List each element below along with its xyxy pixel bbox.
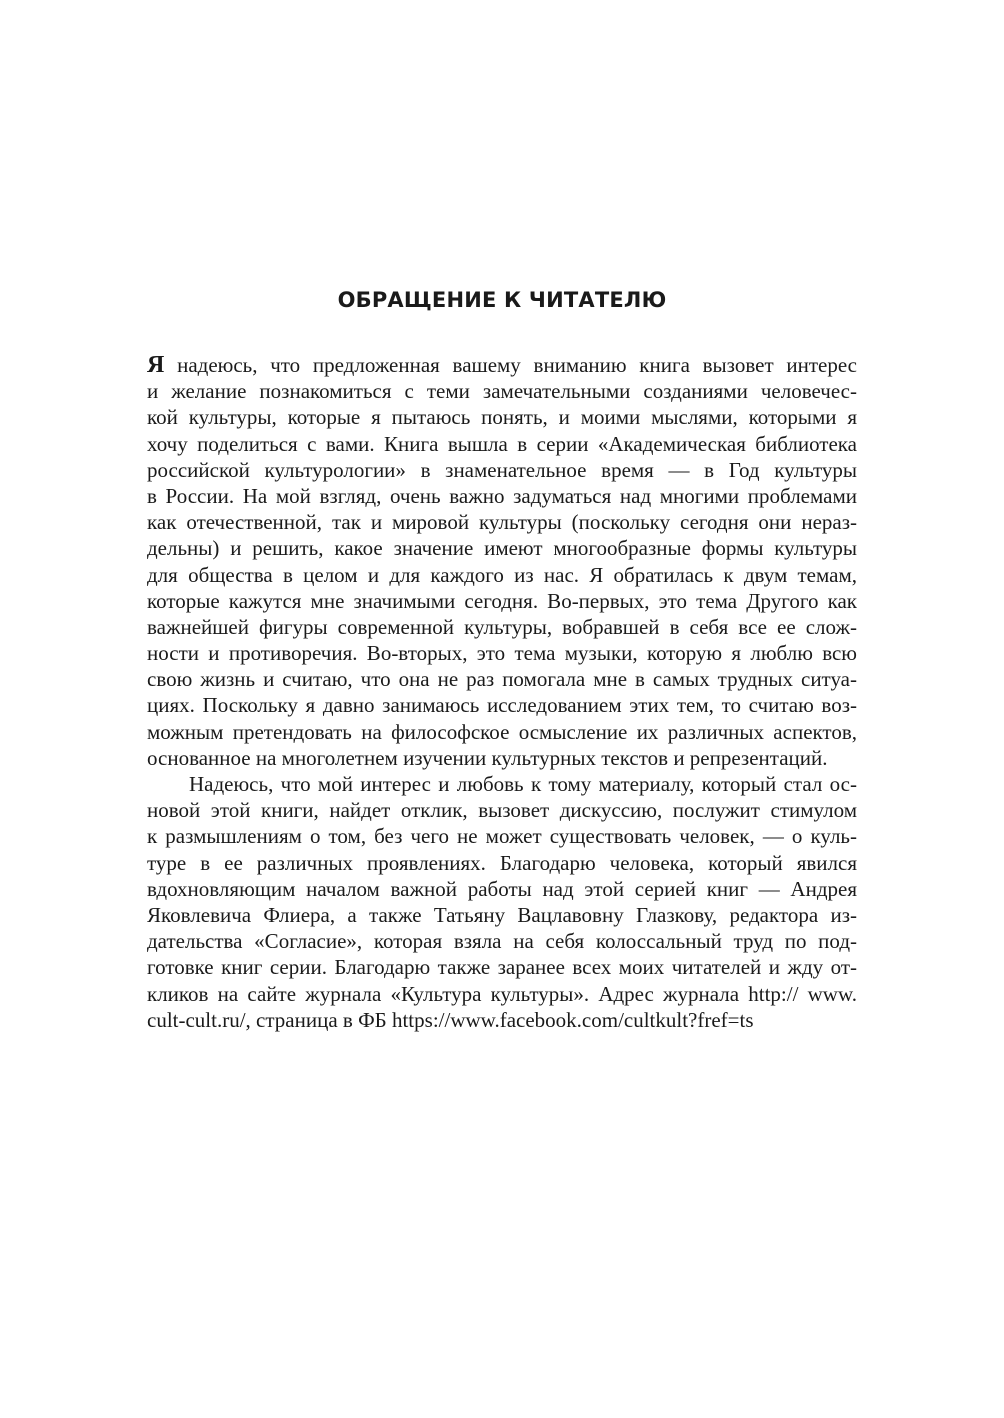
text-line: дельны) и решить, какое значение имеют многообразные формы культуры bbox=[147, 536, 857, 561]
text-line: кой культуры, которые я пытаюсь понять, и моими мыслями, которыми я bbox=[147, 405, 857, 430]
text-line: ности и противоречия. Во-вторых, это тема музыки, которую я люблю всю bbox=[147, 641, 857, 666]
text-line: дательства «Согласие», которая взяла на себя колоссальный труд по под- bbox=[147, 929, 857, 954]
initial-letter: Я bbox=[147, 352, 165, 378]
text-line: новой этой книги, найдет отклик, вызовет дискуссию, послужит стимулом bbox=[147, 798, 857, 823]
text-line: cult-cult.ru/, страница в ФБ https://www.facebook.com/cultkult?fref=ts bbox=[147, 1007, 754, 1032]
text-line: свою жизнь и считаю, что она не раз помогала мне в самых трудных ситуа- bbox=[147, 667, 857, 692]
first-line-text: надеюсь, что предложенная вашему вниманию книга вызовет интерес bbox=[164, 353, 857, 377]
text-line: туре в ее различных проявлениях. Благодарю человека, который явился bbox=[147, 850, 857, 875]
text-line: можным претендовать на философское осмысление их различных аспектов, bbox=[147, 719, 857, 744]
page-heading: ОБРАЩЕНИЕ К ЧИТАТЕЛЮ bbox=[337, 288, 667, 312]
paragraph-1 bbox=[147, 352, 857, 771]
text-line: как отечественной, так и мировой культуры (поскольку сегодня они нераз- bbox=[147, 510, 857, 535]
body-text bbox=[147, 352, 857, 1033]
text-line: хочу поделиться с вами. Книга вышла в серии «Академическая библиотека bbox=[147, 431, 857, 456]
text-line: вдохновляющим началом важной работы над этой серией книг — Андрея bbox=[147, 876, 857, 901]
text-line: к размышлениям о том, без чего не может существовать человек, — о куль- bbox=[147, 824, 857, 849]
text-line: Надеюсь, что мой интерес и любовь к тому материалу, который стал ос- bbox=[189, 772, 857, 796]
text-line: циях. Поскольку я давно занимаюсь исследованием этих тем, то считаю воз- bbox=[147, 693, 857, 718]
text-line: в России. На мой взгляд, очень важно задуматься над многими проблемами bbox=[147, 483, 857, 508]
text-line: основанное на многолетнем изучении культурных текстов и репрезентаций. bbox=[147, 745, 828, 770]
text-line: российской культурологии» в знаменательное время — в Год культуры bbox=[147, 457, 857, 482]
text-line: кликов на сайте журнала «Культура культуры». Адрес журнала http:// www. bbox=[147, 981, 857, 1006]
paragraph-2 bbox=[147, 771, 857, 1033]
text-line: готовке книг серии. Благодарю также заранее всех моих читателей и жду от- bbox=[147, 955, 857, 980]
text-line: важнейшей фигуры современной культуры, вобравшей в себя все ее слож- bbox=[147, 614, 857, 639]
text-line: и желание познакомиться с теми замечательными созданиями человечес- bbox=[147, 379, 857, 404]
text-line: Яковлевича Флиера, а также Татьяну Вацлавовну Глазкову, редактора из- bbox=[147, 902, 857, 927]
text-line: для общества в целом и для каждого из нас. Я обратилась к двум темам, bbox=[147, 562, 857, 587]
text-line bbox=[147, 352, 857, 378]
text-line: которые кажутся мне значимыми сегодня. Во-первых, это тема Другого как bbox=[147, 588, 857, 613]
